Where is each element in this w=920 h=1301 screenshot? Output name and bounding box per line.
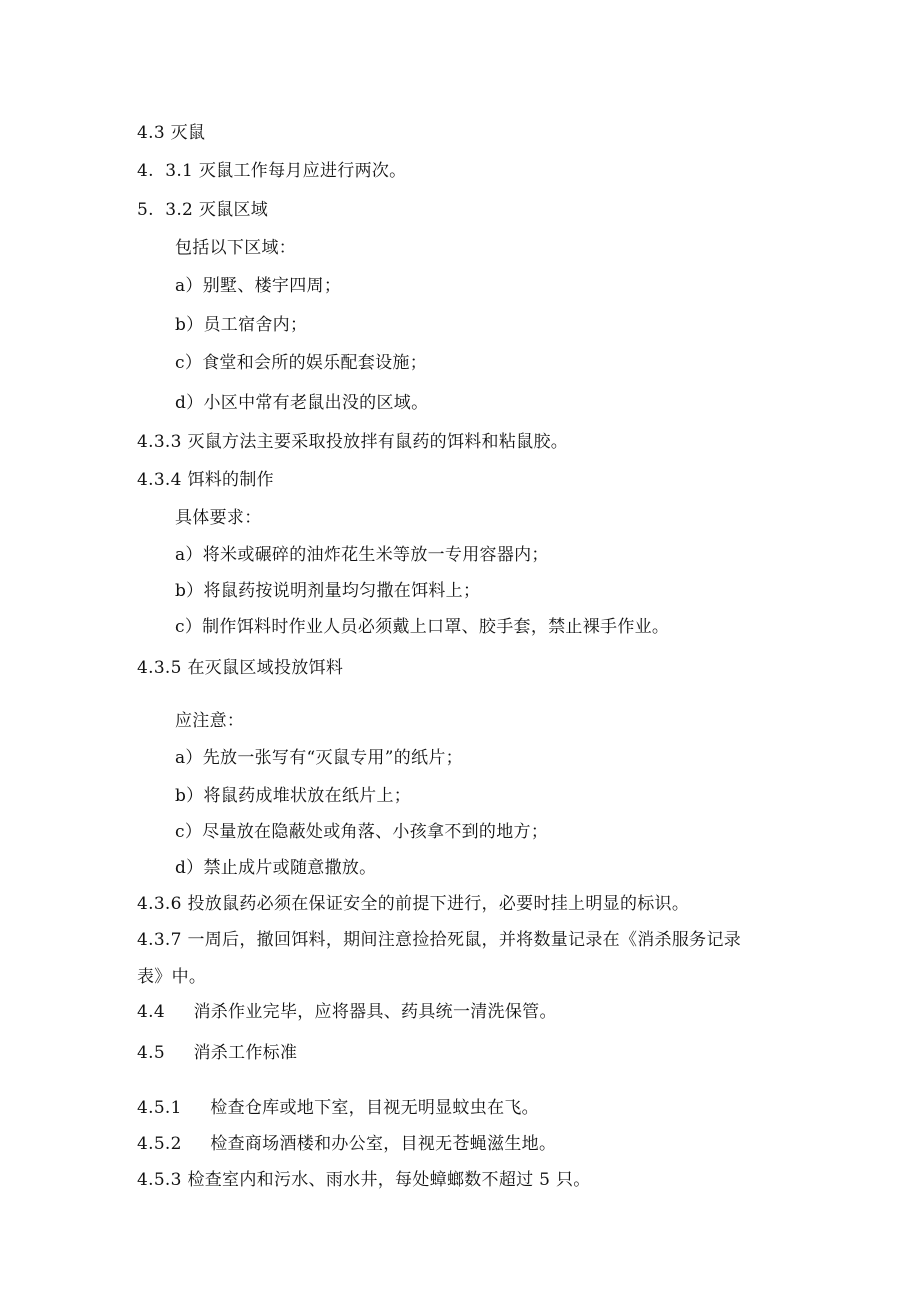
bait-requirements-intro: 具体要求：: [175, 508, 262, 528]
item-3-2: 5. 3.2 灭鼠区域: [137, 200, 269, 220]
area-item-c: c）食堂和会所的娱乐配套设施；: [175, 353, 428, 373]
section-heading-4-3: 4.3 灭鼠: [137, 123, 206, 143]
bait-item-b: b）将鼠药按说明剂量均匀撒在饵料上；: [175, 581, 481, 601]
item-4-3-7: 4.3.7 一周后，撤回饵料，期间注意捡拾死鼠，并将数量记录在《消杀服务记录: [137, 930, 742, 950]
bait-item-c: c）制作饵料时作业人员必须戴上口罩、胶手套，禁止裸手作业。: [175, 617, 670, 637]
area-intro: 包括以下区域：: [175, 238, 297, 258]
item-3-1: 4. 3.1 灭鼠工作每月应进行两次。: [137, 161, 407, 181]
placement-item-b: b）将鼠药成堆状放在纸片上；: [175, 786, 412, 806]
item-4-5-2: 4.5.2 检查商场酒楼和办公室，目视无苍蝇滋生地。: [137, 1134, 557, 1154]
section-heading-4-5: 4.5 消杀工作标准: [137, 1043, 298, 1063]
placement-item-d: d）禁止成片或随意撒放。: [175, 858, 377, 878]
item-4-5-3: 4.5.3 检查室内和污水、雨水井，每处蟑螂数不超过 5 只。: [137, 1170, 591, 1190]
area-item-b: b）员工宿舍内；: [175, 315, 308, 335]
bait-item-a: a）将米或碾碎的油炸花生米等放一专用容器内；: [175, 545, 549, 565]
item-4-4: 4.4 消杀作业完毕，应将器具、药具统一清洗保管。: [137, 1002, 557, 1022]
item-4-3-3: 4.3.3 灭鼠方法主要采取投放拌有鼠药的饵料和粘鼠胶。: [137, 432, 569, 452]
placement-item-c: c）尽量放在隐蔽处或角落、小孩拿不到的地方；: [175, 822, 549, 842]
item-4-3-6: 4.3.6 投放鼠药必须在保证安全的前提下进行，必要时挂上明显的标识。: [137, 894, 690, 914]
item-4-5-1: 4.5.1 检查仓库或地下室，目视无明显蚊虫在飞。: [137, 1098, 539, 1118]
item-4-3-7-continued: 表》中。: [137, 967, 207, 987]
area-item-d: d）小区中常有老鼠出没的区域。: [175, 393, 429, 413]
item-4-3-5: 4.3.5 在灭鼠区域投放饵料: [137, 658, 344, 678]
area-item-a: a）别墅、楼宇四周；: [175, 276, 342, 296]
item-4-3-4: 4.3.4 饵料的制作: [137, 470, 274, 490]
placement-item-a: a）先放一张写有“灭鼠专用”的纸片；: [175, 748, 463, 768]
placement-intro: 应注意：: [175, 711, 245, 731]
